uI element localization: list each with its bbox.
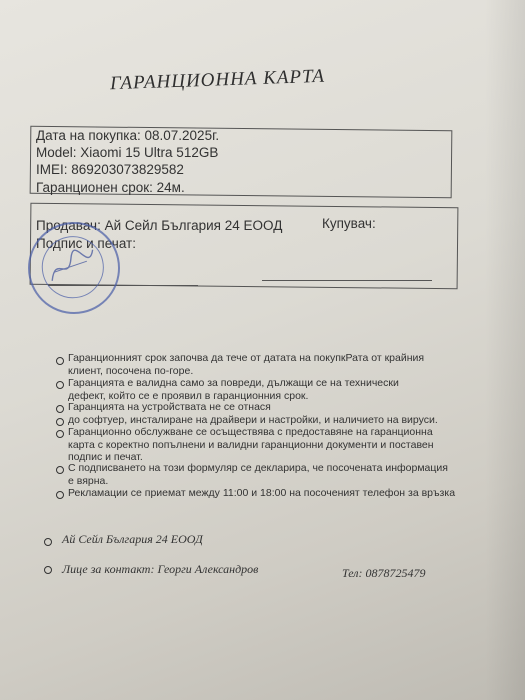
paper-fold-shadow — [485, 0, 525, 700]
buyer-signature-line — [262, 280, 432, 281]
bullet-marker — [56, 491, 64, 499]
document-title: ГАРАНЦИОННА КАРТА — [109, 65, 326, 95]
bullet-marker — [44, 566, 52, 574]
footer-phone: Тел: 0878725479 — [342, 566, 426, 580]
bullet-marker — [56, 418, 64, 426]
footer-contact: Лице за контакт: Георги Александров — [62, 562, 259, 576]
footer-company: Ай Сейл България 24 ЕООД — [62, 532, 203, 546]
bullet-marker — [56, 405, 64, 413]
purchase-date: Дата на покупка: 08.07.2025г. — [36, 128, 220, 143]
condition-item: Рекламации се приемат между 11:00 и 18:00 на посоченият телефон за връзка — [68, 487, 456, 499]
bullet-marker — [56, 430, 64, 438]
condition-item: С подписването на този формуляр се декларира, че посочената информация е вярна. — [68, 462, 448, 487]
imei-line: IMEI: 869203073829582 — [36, 162, 184, 177]
bullet-marker — [56, 466, 64, 474]
signature-label: Подпис и печат: — [36, 236, 136, 251]
warranty-period: Гаранционен срок: 24м. — [36, 180, 185, 195]
bullet-marker — [56, 381, 64, 389]
bullet-marker — [44, 538, 52, 546]
condition-item: Гаранцията е валидна само за повреди, дължащи се на технически дефект, който се е проявил в гаранционния срок. — [68, 377, 399, 402]
condition-item: Гаранцията на устройствата не се отнася — [68, 401, 271, 413]
buyer-label: Купувач: — [322, 216, 376, 231]
condition-item: Гаранционният срок започва да тече от датата на покупкРата от крайния клиент, посочена по-горе. — [68, 352, 425, 377]
bullet-marker — [56, 357, 64, 365]
condition-item: до софтуер, инсталиране на драйвери и настройки, и наличието на вируси. — [68, 414, 438, 426]
model-line: Model: Xiaomi 15 Ultra 512GB — [36, 145, 219, 160]
condition-item: Гаранционно обслужване се осъществява с предоставяне на гаранционна карта с коректно попълнени и валидни гаранционни документи и поставен подпис и печат. — [68, 426, 434, 463]
seller-line: Продавач: Ай Сейл България 24 ЕООД — [36, 218, 283, 233]
